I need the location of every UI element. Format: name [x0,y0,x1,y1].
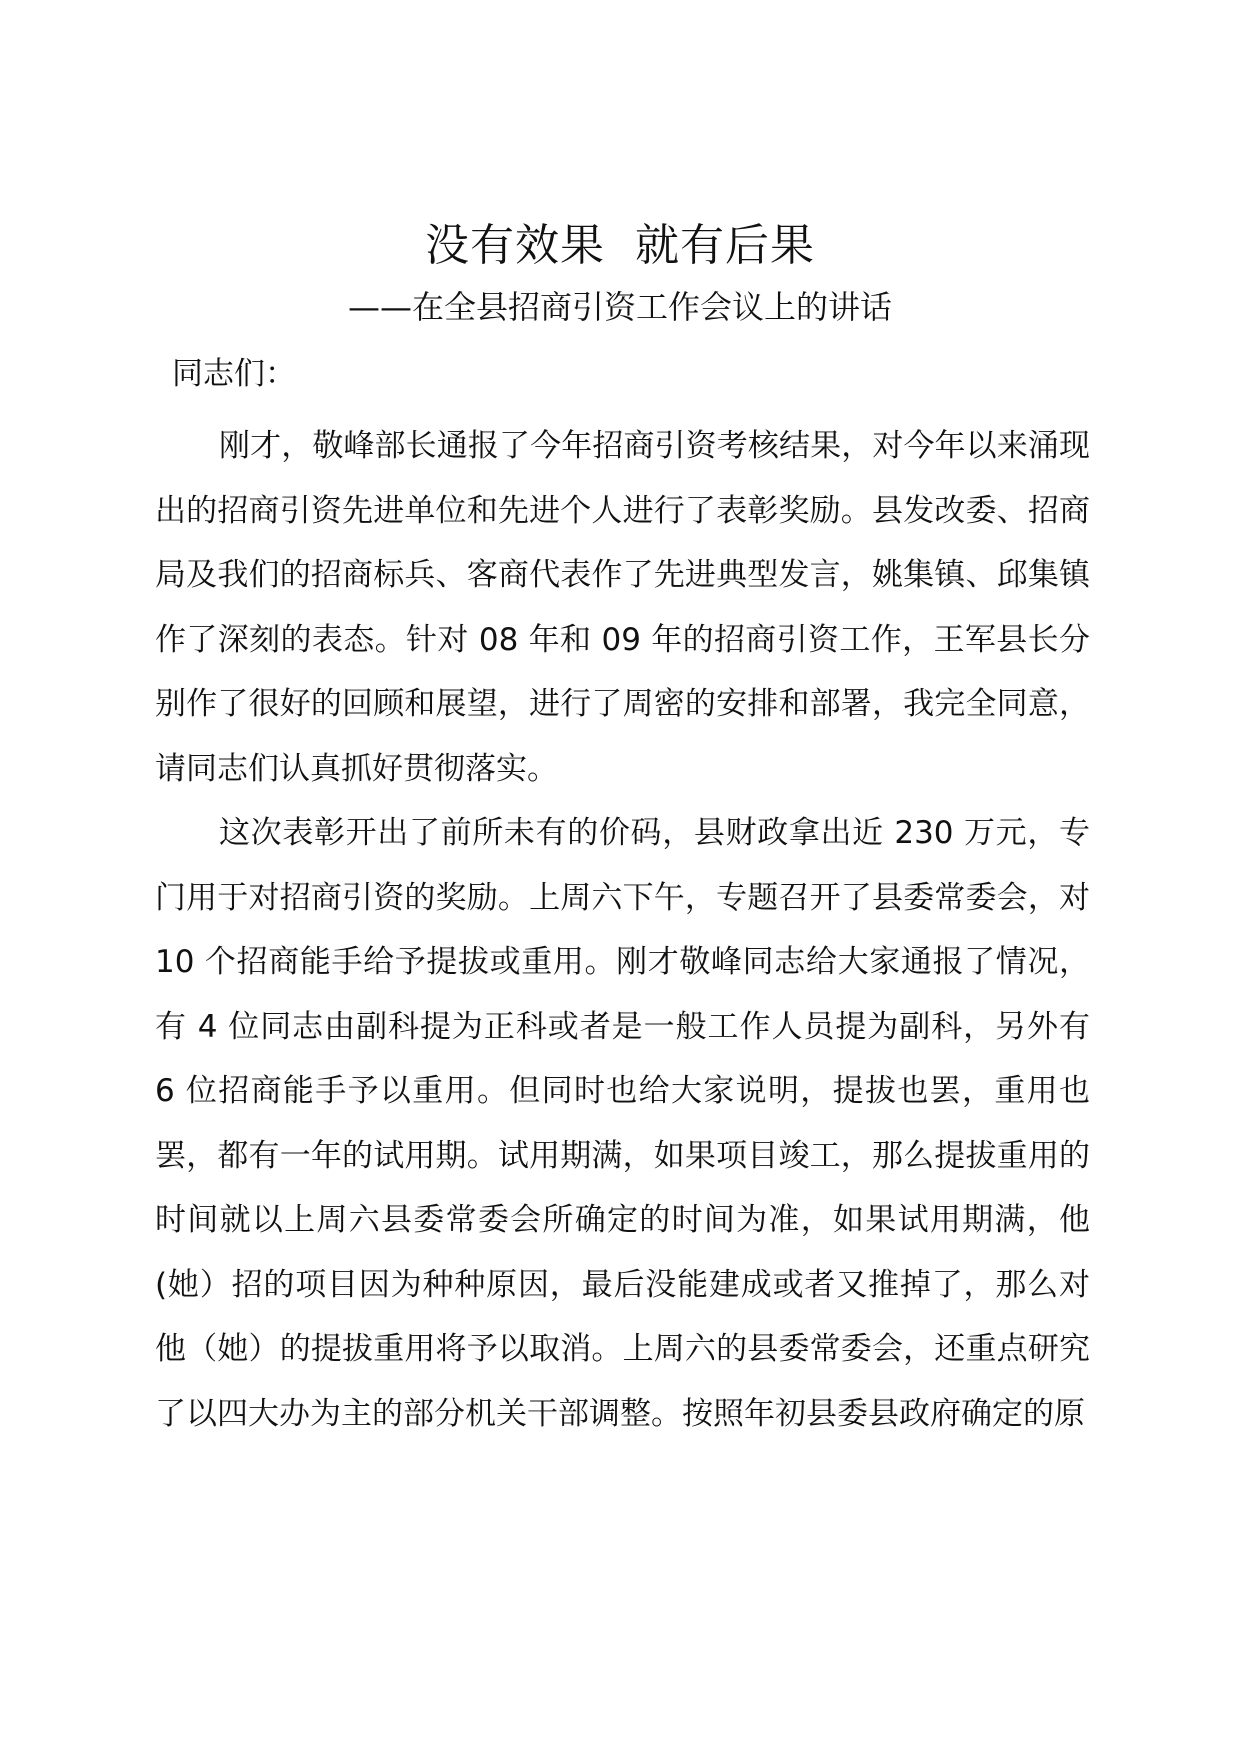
paragraph-2: 这次表彰开出了前所未有的价码，县财政拿出近 230 万元，专门用于对招商引资的奖励。上周六下午，专题召开了县委常委会，对 10 个招商能手给予提拔或重用。刚才敬峰同志给大家通报了情况，有 4 位同志由副科提为正科或者是一般工作人员提为副科，另外有 6 位招商能手予以重用。但同时也给大家说明，提拔也罢，重用也罢，都有一年的试用期。试用期满，如果项目竣工，那么提拔重用的时间就以上周六县委常委会所确定的时间为准，如果试用期满，他(她）招的项目因为种种原因，最后没能建成或者又推掉了，那么对他（她）的提拔重用将予以取消。上周六的县委常委会，还重点研究了以四大办为主的部分机关干部调整。按照年初县委县政府确定的原 [155,815,1090,1432]
document-subtitle: ——在全县招商引资工作会议上的讲话 [347,288,892,326]
document-title: 没有效果 就有后果 [425,220,815,271]
document-body [155,414,1090,1446]
paragraph-1: 刚才，敬峰部长通报了今年招商引资考核结果，对今年以来涌现出的招商引资先进单位和先进个人进行了表彰奖励。县发改委、招商局及我们的招商标兵、客商代表作了先进典型发言，姚集镇、邱集镇作了深刻的表态。针对 08 年和 09 年的招商引资工作，王军县长分别作了很好的回顾和展望，进行了周密的安排和部署，我完全同意，请同志们认真抓好贯彻落实。 [155,428,1090,787]
salutation: 同志们： [172,356,296,392]
